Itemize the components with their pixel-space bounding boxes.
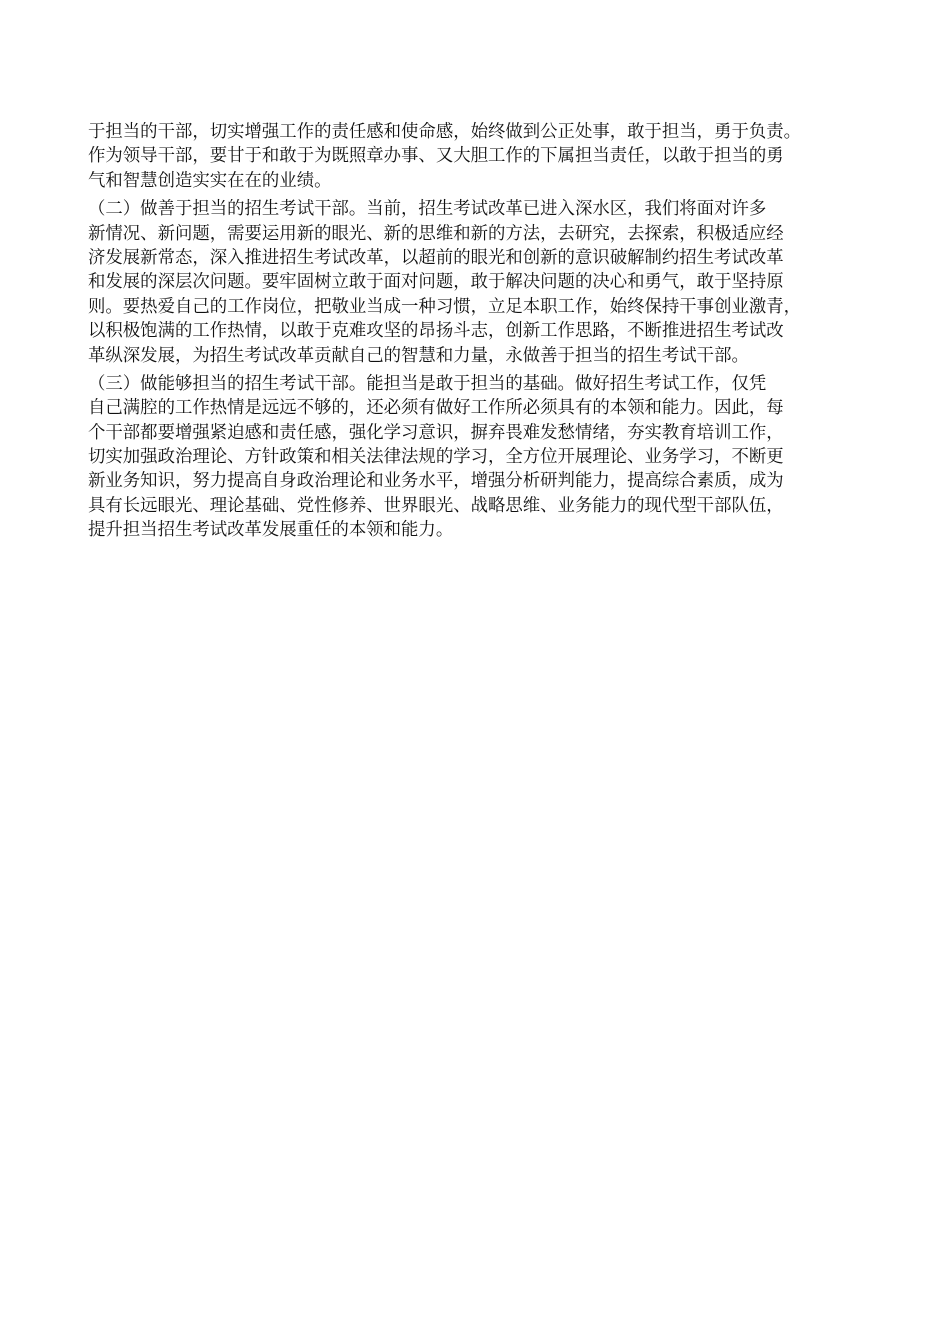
text-line: 以积极饱满的工作热情，以敢于克难攻坚的昂扬斗志，创新工作思路，不断推进招生考试改 xyxy=(88,321,784,342)
text-line: 革纵深发展，为招生考试改革贡献自己的智慧和力量，永做善于担当的招生考试干部。 xyxy=(88,345,749,366)
text-line: 具有长远眼光、理论基础、党性修养、世界眼光、战略思维、业务能力的现代型干部队伍， xyxy=(88,495,784,516)
paragraph-1 xyxy=(88,120,878,193)
document-body xyxy=(88,120,878,543)
text-line: （三）做能够担当的招生考试干部。能担当是敢于担当的基础。做好招生考试工作，仅凭 xyxy=(88,373,767,394)
text-line: 气和智慧创造实实在在的业绩。 xyxy=(88,170,332,191)
text-line: 自己满腔的工作热情是远远不够的，还必须有做好工作所必须具有的本领和能力。因此，每 xyxy=(88,398,784,419)
paragraph-2 xyxy=(88,197,878,368)
text-line: 新情况、新问题，需要运用新的眼光、新的思维和新的方法，去研究，去探索，积极适应经 xyxy=(88,223,784,244)
text-line: 作为领导干部，要甘于和敢于为既照章办事、又大胆工作的下属担当责任，以敢于担当的勇 xyxy=(88,146,784,167)
text-line: （二）做善于担当的招生考试干部。当前，招生考试改革已进入深水区，我们将面对许多 xyxy=(88,199,767,220)
text-line: 新业务知识，努力提高自身政治理论和业务水平，增强分析研判能力，提高综合素质，成为 xyxy=(88,471,784,492)
text-line: 个干部都要增强紧迫感和责任感，强化学习意识，摒弃畏难发愁情绪，夯实教育培训工作， xyxy=(88,422,784,443)
text-line: 济发展新常态，深入推进招生考试改革，以超前的眼光和创新的意识破解制约招生考试改革 xyxy=(88,247,784,268)
text-line: 切实加强政治理论、方针政策和相关法律法规的学习，全方位开展理论、业务学习，不断更 xyxy=(88,447,784,468)
text-line: 于担当的干部，切实增强工作的责任感和使命感，始终做到公正处事，敢于担当，勇于负责。 xyxy=(88,122,802,142)
text-line: 则。要热爱自己的工作岗位，把敬业当成一种习惯，立足本职工作，始终保持干事创业激青， xyxy=(88,296,802,317)
paragraph-3 xyxy=(88,372,878,543)
text-line: 和发展的深层次问题。要牢固树立敢于面对问题，敢于解决问题的决心和勇气，敢于坚持原 xyxy=(88,272,784,293)
text-line: 提升担当招生考试改革发展重任的本领和能力。 xyxy=(88,520,454,541)
